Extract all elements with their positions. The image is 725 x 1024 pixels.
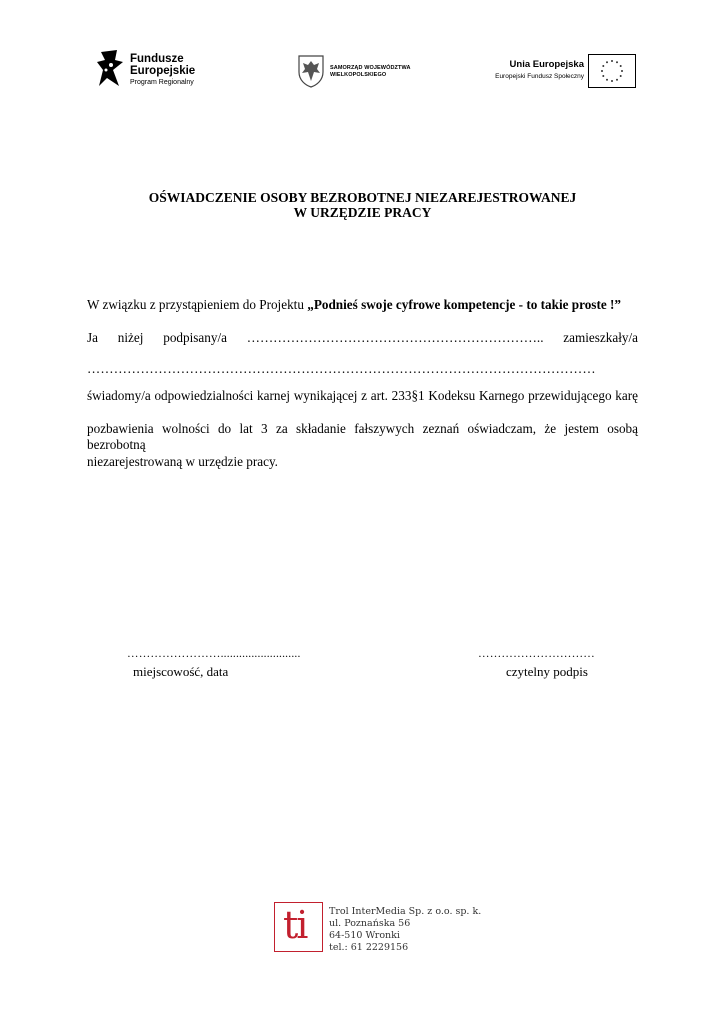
- fundusze-europejskie-logo: [97, 46, 207, 92]
- signature-fill-field[interactable]: …………………………: [478, 648, 595, 660]
- samorzad-logo-line2: WIELKOPOLSKIEGO: [330, 71, 387, 78]
- samorzad-logo-text: [330, 65, 411, 78]
- statement-line2: pozbawienia wolności do lat 3 za składanie fałszywych zeznań oświadczam, że jestem osobą bezrobotną: [87, 421, 638, 452]
- intro-paragraph: [87, 297, 638, 313]
- fe-logo-line3: Program Regionalny: [130, 79, 194, 86]
- company-address: [329, 906, 481, 954]
- document-title-line2: W URZĘDZIE PRACY: [293, 205, 432, 220]
- samorzad-logo-line1: SAMORZĄD WOJEWÓDZTWA: [330, 65, 411, 71]
- company-phone: tel.: 61 2229156: [329, 942, 409, 953]
- document-title-line1: OŚWIADCZENIE OSOBY BEZROBOTNEJ NIEZAREJESTROWANEJ: [148, 190, 577, 205]
- samorzad-wojewodztwa-logo: [297, 54, 427, 88]
- word-nizej: niżej: [117, 330, 144, 345]
- place-date-signature-block: [127, 647, 301, 679]
- company-footer: [274, 902, 482, 954]
- name-fill-field[interactable]: …………………………………………………………..: [246, 330, 544, 345]
- trol-intermedia-logo: [274, 902, 323, 952]
- project-name: „Podnieś swoje cyfrowe kompetencje - to takie proste !”: [307, 297, 621, 312]
- declarant-name-line: [87, 330, 638, 346]
- word-ja: Ja: [87, 330, 98, 345]
- statement-line1: świadomy/a odpowiedzialności karnej wynikającej z art. 233§1 Kodeksu Karnego przewidującego karę: [87, 388, 638, 403]
- intro-prefix: W związku z przystąpieniem do Projektu: [87, 297, 308, 312]
- place-date-fill-field[interactable]: ……………………..........................: [127, 648, 301, 660]
- ue-logo-line1: Unia Europejska: [509, 59, 584, 70]
- company-city: 64-510 Wronki: [329, 930, 400, 941]
- eu-flag-icon: [588, 54, 636, 88]
- company-name: Trol InterMedia Sp. z o.o. sp. k.: [329, 906, 482, 917]
- place-date-label: miejscowość, data: [133, 664, 229, 679]
- word-podpisany: podpisany/a: [163, 330, 227, 345]
- address-fill-field[interactable]: ……………………………………………………………………………………………………: [87, 361, 596, 376]
- eagle-crest-icon: [297, 54, 325, 88]
- fe-logo-line2: Europejskie: [130, 65, 196, 77]
- statement-line3: niezarejestrowaną w urzędzie pracy.: [87, 454, 278, 469]
- company-street: ul. Poznańska 56: [329, 918, 411, 929]
- trol-intermedia-logo-text: ti: [283, 903, 307, 947]
- fe-logo-line1: Fundusze: [130, 53, 184, 65]
- signature-block: [478, 647, 595, 679]
- ue-logo-line2: Europejski Fundusz Społeczny: [495, 73, 584, 80]
- signature-label: czytelny podpis: [506, 664, 588, 679]
- unia-europejska-logo: [478, 52, 638, 90]
- fundusze-europejskie-star-icon: [97, 48, 125, 88]
- word-zamieszkaly: zamieszkały/a: [563, 330, 638, 345]
